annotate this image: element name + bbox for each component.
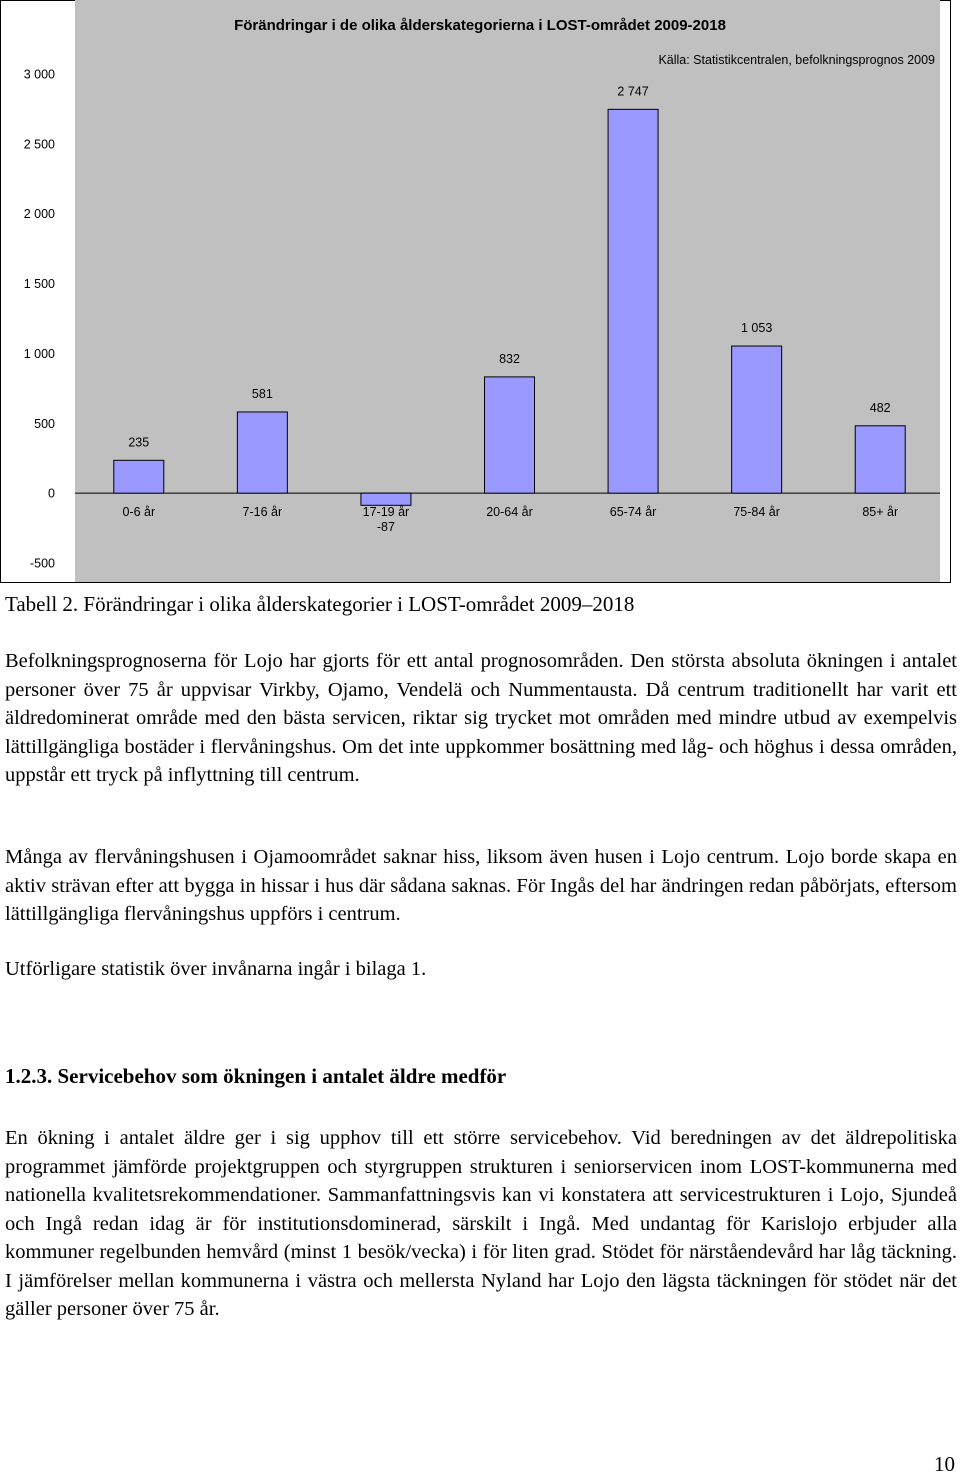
y-tick-label: 1 000 [23,346,55,361]
plot-area [75,0,940,582]
bar-value-label: 1 053 [741,321,773,336]
y-tick-label: 1 500 [23,277,55,292]
y-tick-label: -500 [29,556,55,571]
bar-value-label: 235 [128,435,150,450]
bar [237,412,287,493]
bar-value-label: 482 [869,400,891,415]
section-heading: 1.2.3. Servicebehov som ökningen i antalet äldre medför [5,1064,507,1088]
category-label: 75-84 år [733,505,780,520]
chart-title: Förändringar i de olika ålderskategorierna i LOST-området 2009-2018 [234,17,726,34]
y-tick-label: 2 000 [23,207,55,222]
paragraph-2: Många av flervåningshusen i Ojamoområdet saknar hiss, liksom även husen i Lojo centrum. Lojo borde skapa en aktiv strävan efter att bygga in hissar i hus där sådana saknas. För Ingås del har ändringen redan påbörjats, eftersom lättillgängliga flervåningshus uppförs i centrum. [5,846,957,925]
chart-caption: Tabell 2. Förändringar i olika ålderskategorier i LOST-området 2009–2018 [5,592,635,616]
y-tick-label: 500 [34,416,55,431]
category-label: 0-6 år [122,505,156,520]
category-label: 17-19 år [362,505,410,520]
bar [608,109,658,493]
bar [855,426,905,493]
category-label: 20-64 år [486,505,533,520]
page-number: 10 [934,1452,955,1476]
bar [732,346,782,493]
paragraph-3: Utförligare statistik över invånarna ingår i bilaga 1. [5,958,427,980]
bar-chart [0,0,960,584]
category-label: 85+ år [862,505,899,520]
y-tick-label: 0 [48,486,55,501]
bar [114,460,164,493]
category-label: 65-74 år [609,505,657,520]
bar [361,493,411,505]
paragraph-1: Befolkningsprognoserna för Lojo har gjorts för ett antal prognosområden. Den största absoluta ökningen i antalet personer över 75 år uppvisar Virkby, Ojamo, Vendelä och Nummentausta. Då centrum traditionellt har varit ett äldredominerat område med den bästa servicen, riktar sig trycket mot områden med mindre utbud av exempelvis lättillgängliga bostäder i flervåningshus. Om det inte uppkommer bosättning med låg- och höghus i dessa områden, uppstår ett tryck på inflyttning till centrum. [5,650,957,786]
bar-value-label: 832 [499,351,520,366]
y-tick-label: 3 000 [23,67,55,82]
bar [485,377,535,493]
bar-value-label: -87 [376,520,395,535]
chart-container [0,0,960,584]
chart-source-note: Källa: Statistikcentralen, befolkningsprognos 2009 [658,53,935,67]
y-tick-label: 2 500 [23,137,55,152]
category-label: 7-16 år [242,505,283,520]
section-paragraph: En ökning i antalet äldre ger i sig upphov till ett större servicebehov. Vid beredningen av det äldrepolitiska programmet jämförde projektgruppen och styrgruppen strukturen i seniorservicen inom LOST-kommunerna med nationella kvalitetsrekommendationer. Sammanfattningsvis kan vi konstatera att servicestrukturen i Lojo, Sjundeå och Ingå redan idag är för institutionsdominerad, särskilt i Ingå. Med undantag för Karislojo erbjuder alla kommuner regelbunden hemvård (minst 1 besök/vecka) i för liten grad. Stödet för närståendevård har låg täckning. I jämförelser mellan kommunerna i västra och mellersta Nyland har Lojo den lägsta täckningen för stödet när det gäller personer över 75 år. [5,1127,957,1320]
bar-value-label: 2 747 [617,84,649,99]
bar-value-label: 581 [251,386,273,401]
